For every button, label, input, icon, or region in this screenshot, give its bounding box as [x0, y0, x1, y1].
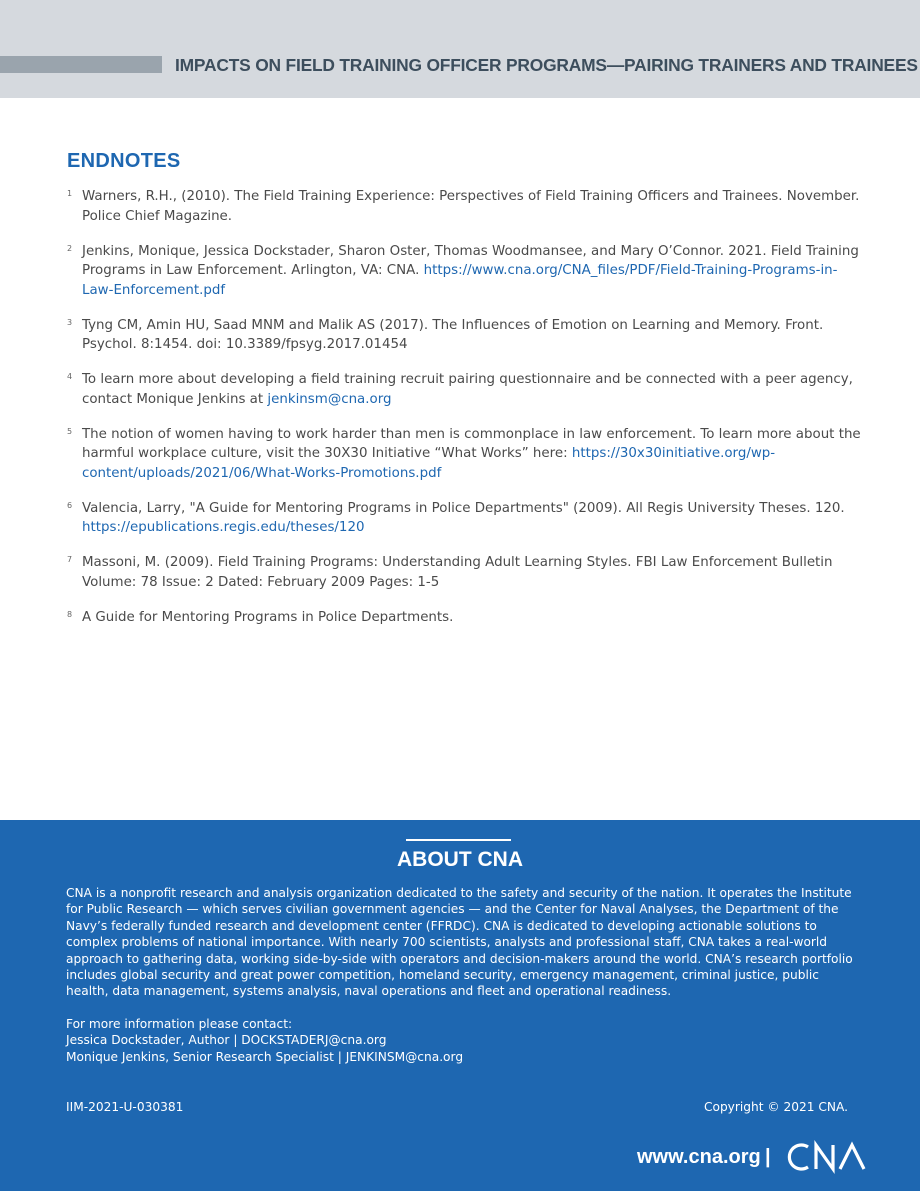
- endnote-item: [67, 499, 867, 538]
- endnote-number: 2: [67, 243, 73, 253]
- endnote-item: [67, 187, 867, 226]
- endnote-number: 3: [67, 317, 73, 327]
- header-title: IMPACTS ON FIELD TRAINING OFFICER PROGRAMS—PAIRING TRAINERS AND TRAINEES: [175, 55, 918, 75]
- endnote-item: [67, 553, 867, 592]
- endnote-number: 4: [67, 372, 73, 381]
- endnote-number: 8: [67, 609, 73, 619]
- endnote-link[interactable]: https://www.cna.org/CNA_files/PDF/Field-Training-Programs-in-Law-Enforcement.pdf: [82, 263, 838, 298]
- about-title: ABOUT CNA: [397, 848, 523, 871]
- endnote-text: Tyng CM, Amin HU, Saad MNM and Malik AS (2017). The Influences of Emotion on Learning and Memory. Front. Psychol. 8:1454. doi: 10.3389/fpsyg.2017.01454: [82, 317, 824, 352]
- contact-block: [66, 1016, 566, 1065]
- endnotes-heading: ENDNOTES: [67, 150, 181, 172]
- endnote-text: Valencia, Larry, "A Guide for Mentoring Programs in Police Departments" (2009). All Regis University Theses. 120.: [82, 500, 845, 516]
- page-header: [0, 0, 920, 98]
- site-separator: |: [765, 1146, 771, 1168]
- endnote-item: [67, 316, 867, 355]
- endnote-number: 6: [67, 500, 73, 510]
- endnote-number: 7: [67, 555, 73, 564]
- endnote-link[interactable]: https://30x30initiative.org/wp-content/uploads/2021/06/What-Works-Promotions.pdf: [82, 446, 776, 481]
- endnote-item: [67, 608, 867, 628]
- document-id: IIM-2021-U-030381: [66, 1100, 184, 1114]
- site-url-link[interactable]: www.cna.org: [637, 1146, 761, 1168]
- contact-intro: For more information please contact:: [66, 1017, 293, 1031]
- endnote-text: To learn more about developing a field training recruit pairing questionnaire and be connected with a peer agency, contact Monique Jenkins at: [82, 372, 853, 407]
- endnote-item: [67, 242, 867, 301]
- copyright: Copyright © 2021 CNA.: [703, 1100, 848, 1114]
- endnote-item: [67, 370, 867, 409]
- endnote-text: Warners, R.H., (2010). The Field Training Experience: Perspectives of Field Training Officers and Trainees. November. Police Chief Magazine.: [82, 189, 860, 224]
- endnotes-list: [67, 187, 867, 643]
- endnote-link[interactable]: https://epublications.regis.edu/theses/120: [82, 520, 365, 535]
- endnote-text: Massoni, M. (2009). Field Training Programs: Understanding Adult Learning Styles. FBI Law Enforcement Bulletin Volume: 78 Issue: 2 Dated: February 2009 Pages: 1-5: [82, 555, 833, 590]
- contact-specialist: Monique Jenkins, Senior Research Specialist | JENKINSM@cna.org: [66, 1049, 464, 1064]
- about-cna-footer: [0, 820, 920, 1191]
- endnote-link[interactable]: jenkinsm@cna.org: [267, 391, 392, 407]
- cna-logo: [786, 1139, 870, 1175]
- endnote-text: A Guide for Mentoring Programs in Police Departments.: [82, 609, 454, 625]
- endnote-text: The notion of women having to work harder than men is commonplace in law enforcement. To learn more about the harmful workplace culture, visit the 30X30 Initiative “What Works” here:: [82, 426, 861, 461]
- contact-author: Jessica Dockstader, Author | DOCKSTADERJ@cna.org: [66, 1033, 387, 1048]
- endnote-number: 5: [67, 426, 73, 436]
- endnote-text: Jenkins, Monique, Jessica Dockstader, Sharon Oster, Thomas Woodmansee, and Mary O’Connor. 2021. Field Training Programs in Law Enforcement. Arlington, VA: CNA.: [82, 243, 859, 278]
- about-title-rule: [406, 839, 511, 841]
- header-accent-bar: [0, 56, 162, 73]
- about-text: CNA is a nonprofit research and analysis organization dedicated to the safety and security of the nation. It operates the Institute for Public Research — which serves civilian government agencies — and the Center for Naval Analyses, the Department of the Navy’s federally funded research and development center (FFRDC). CNA is dedicated to developing actionable solutions to complex problems of national importance. With nearly 700 scientists, analysts and professional staff, CNA takes a real-world approach to gathering data, working side-by-side with operators and decision-makers around the world. CNA’s research portfolio includes global security and great power competition, homeland security, emergency management, criminal justice, public health, data management, systems analysis, naval operations and fleet and operational readiness.: [66, 886, 853, 999]
- endnote-number: 1: [67, 189, 73, 198]
- endnote-item: [67, 425, 867, 484]
